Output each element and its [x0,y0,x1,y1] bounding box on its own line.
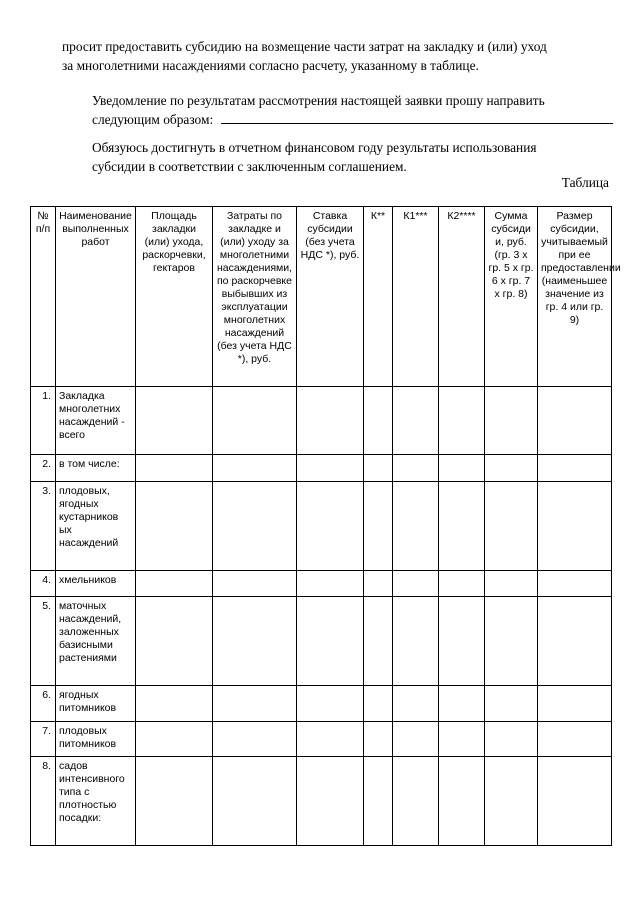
value-cell[interactable] [538,685,612,721]
value-cell[interactable] [393,685,439,721]
value-cell[interactable] [297,570,364,597]
value-cell[interactable] [297,721,364,757]
value-cell[interactable] [297,387,364,455]
table-row [31,721,612,757]
value-cell[interactable] [136,387,213,455]
header-cell: Наименование выполненных работ [56,207,136,387]
value-cell[interactable] [136,455,213,482]
work-name-cell: плодовых питомников [56,721,136,757]
table-row [31,597,612,686]
paragraph-line: Уведомление по результатам рассмотрения настоящей заявки прошу направить [92,93,545,108]
header-cell: Ставка субсидии (без учета НДС *), руб. [297,207,364,387]
value-cell[interactable] [364,685,393,721]
value-cell[interactable] [485,481,538,570]
paragraph-line [62,110,610,129]
obligation-paragraph [62,138,610,176]
work-name-cell: ягодных питомников [56,685,136,721]
value-cell[interactable] [439,570,485,597]
value-cell[interactable] [393,597,439,686]
value-cell[interactable] [439,481,485,570]
value-cell[interactable] [393,387,439,455]
table-caption: Таблица [561,175,609,190]
value-cell[interactable] [538,481,612,570]
value-cell[interactable] [393,481,439,570]
table-row [31,570,612,597]
value-cell[interactable] [538,597,612,686]
value-cell[interactable] [538,455,612,482]
value-cell[interactable] [485,455,538,482]
paragraph-line: субсидии в соответствии с заключенным соглашением. [92,159,407,174]
value-cell[interactable] [538,387,612,455]
value-cell[interactable] [136,757,213,846]
work-name-cell: хмельников [56,570,136,597]
row-number-cell: 8. [31,757,56,846]
value-cell[interactable] [439,721,485,757]
value-cell[interactable] [439,685,485,721]
notification-paragraph [62,91,610,129]
value-cell[interactable] [136,481,213,570]
work-name-cell: Закладка многолетних насаждений - всего [56,387,136,455]
row-number-cell: 3. [31,481,56,570]
value-cell[interactable] [213,597,297,686]
paragraph-line: за многолетними насаждениями согласно расчету, указанному в таблице. [62,58,479,73]
row-number-cell: 5. [31,597,56,686]
value-cell[interactable] [213,757,297,846]
work-name-cell: в том числе: [56,455,136,482]
value-cell[interactable] [393,455,439,482]
row-number-cell: 2. [31,455,56,482]
value-cell[interactable] [485,597,538,686]
header-cell: Размер субсидии, учитываемый при ее предоставлении (наименьшее значение из гр. 4 или гр. 9) [538,207,612,387]
table-row [31,481,612,570]
header-cell: Площадь закладки (или) ухода, раскорчевки, гектаров [136,207,213,387]
value-cell[interactable] [213,685,297,721]
row-number-cell: 7. [31,721,56,757]
work-name-cell: садов интенсивного типа с плотностью посадки: [56,757,136,846]
table-body [31,387,612,846]
notification-method-label: следующим образом: [92,112,214,127]
value-cell[interactable] [485,387,538,455]
value-cell[interactable] [538,721,612,757]
value-cell[interactable] [213,721,297,757]
value-cell[interactable] [213,387,297,455]
value-cell[interactable] [393,721,439,757]
notification-method-blank[interactable] [221,111,613,124]
value-cell[interactable] [297,597,364,686]
work-name-cell: маточных насаждений, заложенных базисными растениями [56,597,136,686]
value-cell[interactable] [485,721,538,757]
row-number-cell: 1. [31,387,56,455]
header-cell: № п/п [31,207,56,387]
header-cell: К1*** [393,207,439,387]
value-cell[interactable] [364,721,393,757]
value-cell[interactable] [364,757,393,846]
header-cell: К2**** [439,207,485,387]
table-header-row [31,207,612,387]
value-cell[interactable] [213,570,297,597]
value-cell[interactable] [364,481,393,570]
work-name-cell: плодовых, ягодных кустарников ых насаждений [56,481,136,570]
table-row [31,455,612,482]
header-cell: Затраты по закладке и (или) уходу за многолетними насаждениями, по раскорчевке выбывших из эксплуатации многолетних насаждений (без учета НДС *), руб. [213,207,297,387]
value-cell[interactable] [213,481,297,570]
row-number-cell: 6. [31,685,56,721]
value-cell[interactable] [364,597,393,686]
value-cell[interactable] [485,685,538,721]
value-cell[interactable] [364,387,393,455]
value-cell[interactable] [393,570,439,597]
value-cell[interactable] [136,597,213,686]
value-cell[interactable] [485,757,538,846]
row-number-cell: 4. [31,570,56,597]
value-cell[interactable] [136,721,213,757]
paragraph-line: просит предоставить субсидию на возмещение части затрат на закладку и (или) уход [62,39,547,54]
value-cell[interactable] [136,570,213,597]
value-cell[interactable] [297,685,364,721]
value-cell[interactable] [538,757,612,846]
value-cell[interactable] [364,570,393,597]
value-cell[interactable] [297,455,364,482]
table-row [31,757,612,846]
value-cell[interactable] [393,757,439,846]
value-cell[interactable] [485,570,538,597]
value-cell[interactable] [439,757,485,846]
subsidy-table [30,206,621,846]
request-paragraph [62,37,610,75]
paragraph-line: Обязуюсь достигнуть в отчетном финансовом году результаты использования [92,140,537,155]
value-cell[interactable] [439,597,485,686]
table-row [31,387,612,455]
value-cell[interactable] [297,757,364,846]
header-cell: Сумма субсиди и, руб. (гр. 3 х гр. 5 х гр. 6 х гр. 7 х гр. 8) [485,207,538,387]
value-cell[interactable] [439,455,485,482]
value-cell[interactable] [439,387,485,455]
header-cell: К** [364,207,393,387]
value-cell[interactable] [538,570,612,597]
value-cell[interactable] [297,481,364,570]
value-cell[interactable] [364,455,393,482]
value-cell[interactable] [213,455,297,482]
value-cell[interactable] [136,685,213,721]
table-row [31,685,612,721]
